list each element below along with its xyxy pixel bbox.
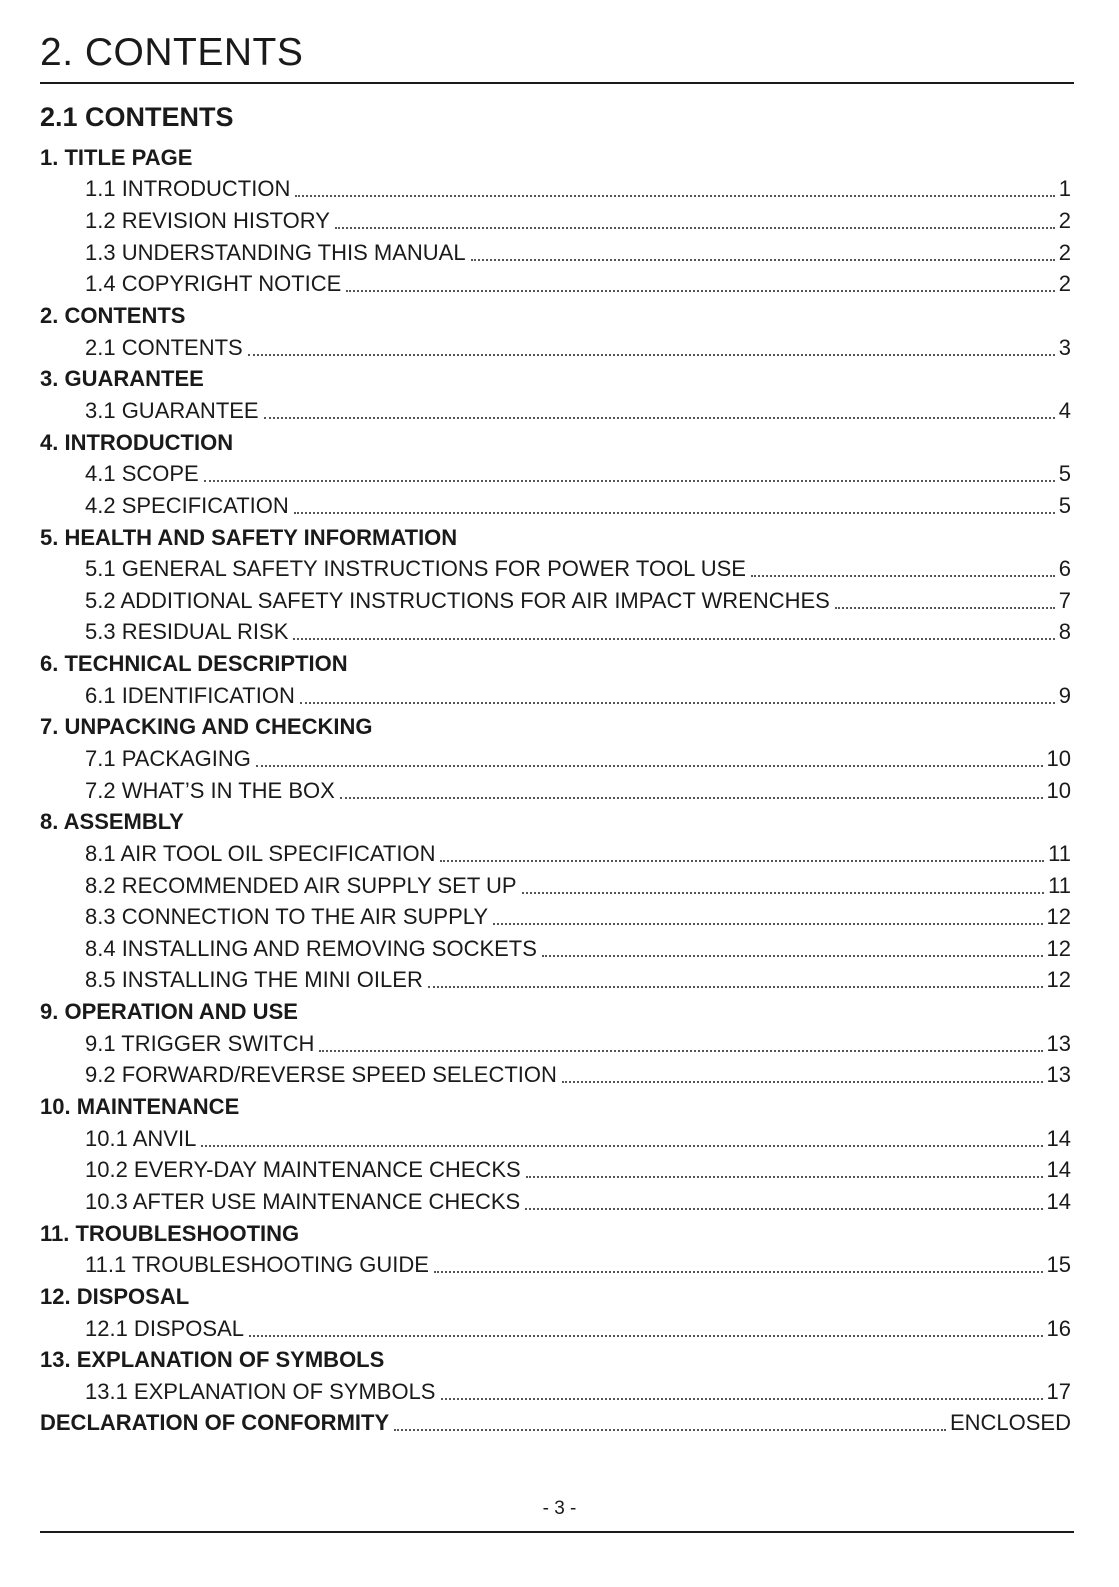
toc-entry — [40, 1060, 1071, 1092]
toc-entry — [40, 901, 1071, 933]
dot-leader — [525, 1208, 1042, 1210]
dot-leader — [335, 227, 1055, 229]
toc-page-number: 12 — [1046, 967, 1071, 993]
toc-chapter-heading — [40, 522, 1071, 554]
toc-chapter-heading — [40, 712, 1071, 744]
toc-chapter-heading — [40, 300, 1071, 332]
toc-page-number: 16 — [1046, 1315, 1071, 1341]
toc-entry-title: 1.3 UNDERSTANDING THIS MANUAL — [85, 239, 466, 265]
toc-entry — [40, 617, 1071, 649]
toc-entry-title: 3.1 GUARANTEE — [85, 397, 259, 423]
toc-entry — [40, 174, 1071, 206]
toc-entry-title: 8.2 RECOMMENDED AIR SUPPLY SET UP — [85, 872, 517, 898]
footer-rule — [40, 1531, 1074, 1533]
toc-entry — [40, 1155, 1071, 1187]
toc-entry-title: 12. DISPOSAL — [40, 1283, 190, 1309]
toc-entry-title: 5. HEALTH AND SAFETY INFORMATION — [40, 524, 458, 550]
toc-entry-title: 5.1 GENERAL SAFETY INSTRUCTIONS FOR POWER TOOL USE — [85, 556, 746, 582]
toc-entry-title: 8.5 INSTALLING THE MINI OILER — [85, 967, 423, 993]
toc-page-number: 17 — [1046, 1378, 1071, 1404]
toc-entry-title: 5.2 ADDITIONAL SAFETY INSTRUCTIONS FOR AIR IMPACT WRENCHES — [85, 587, 830, 613]
toc-entry-title: 8. ASSEMBLY — [40, 809, 184, 835]
dot-leader — [248, 354, 1055, 356]
toc-page-number: 8 — [1058, 619, 1071, 645]
toc-entry — [40, 870, 1071, 902]
toc-entry — [40, 585, 1071, 617]
toc-chapter-heading — [40, 142, 1071, 174]
toc-page-number: 4 — [1058, 397, 1071, 423]
toc-entry-title: 7.1 PACKAGING — [85, 745, 251, 771]
toc-entry — [40, 269, 1071, 301]
toc-page-number: 11 — [1048, 840, 1071, 866]
toc-page-number: 11 — [1048, 872, 1071, 898]
toc-entry-title: 10.2 EVERY-DAY MAINTENANCE CHECKS — [85, 1157, 521, 1183]
dot-leader — [441, 1398, 1043, 1400]
toc-chapter-heading — [40, 1344, 1071, 1376]
toc-page-number: ENCLOSED — [949, 1410, 1071, 1436]
toc-entry-title: 4. INTRODUCTION — [40, 429, 234, 455]
dot-leader — [526, 1176, 1043, 1178]
toc-chapter-heading — [40, 363, 1071, 395]
dot-leader — [300, 702, 1055, 704]
dot-leader — [256, 765, 1043, 767]
toc-entry-title: 3. GUARANTEE — [40, 366, 204, 392]
toc-entry-title: 9.1 TRIGGER SWITCH — [85, 1030, 315, 1056]
toc-entry — [40, 1123, 1071, 1155]
toc-entry — [40, 1028, 1071, 1060]
toc-entry-title: 1.1 INTRODUCTION — [85, 176, 291, 202]
dot-leader — [471, 259, 1055, 261]
dot-leader — [295, 195, 1054, 197]
toc-entry — [40, 332, 1071, 364]
dot-leader — [249, 1335, 1043, 1337]
toc-entry-title: 11. TROUBLESHOOTING — [40, 1220, 300, 1246]
toc-entry — [40, 1313, 1071, 1345]
dot-leader — [542, 955, 1043, 957]
toc-entry-title: 7.2 WHAT’S IN THE BOX — [85, 777, 335, 803]
toc-entry — [40, 458, 1071, 490]
toc-entry-title: 4.2 SPECIFICATION — [85, 492, 289, 518]
toc-page-number: 3 — [1058, 334, 1071, 360]
dot-leader — [751, 575, 1055, 577]
dot-leader — [294, 512, 1055, 514]
toc-page-number: 10 — [1046, 777, 1071, 803]
toc-chapter-heading — [40, 1218, 1071, 1250]
header-rule — [40, 82, 1074, 84]
toc-page-number: 6 — [1058, 556, 1071, 582]
toc-declaration-entry — [40, 1408, 1071, 1440]
toc-entry-title: 13.1 EXPLANATION OF SYMBOLS — [85, 1378, 436, 1404]
toc-entry-title: 4.1 SCOPE — [85, 461, 199, 487]
toc-page-number: 9 — [1058, 682, 1071, 708]
toc-entry-title: 6.1 IDENTIFICATION — [85, 682, 295, 708]
dot-leader — [522, 892, 1045, 894]
toc-entry-title: 11.1 TROUBLESHOOTING GUIDE — [85, 1252, 429, 1278]
dot-leader — [293, 638, 1054, 640]
toc-entry-title: 9. OPERATION AND USE — [40, 999, 298, 1025]
toc-page-number: 14 — [1046, 1125, 1071, 1151]
toc-entry — [40, 680, 1071, 712]
toc-chapter-heading — [40, 1091, 1071, 1123]
dot-leader — [346, 290, 1054, 292]
toc-entry-title: 8.4 INSTALLING AND REMOVING SOCKETS — [85, 935, 537, 961]
toc-entry — [40, 965, 1071, 997]
dot-leader — [440, 860, 1044, 862]
toc-page-number: 2 — [1058, 208, 1071, 234]
toc-entry — [40, 395, 1071, 427]
toc-chapter-heading — [40, 996, 1071, 1028]
toc-entry-title: 12.1 DISPOSAL — [85, 1315, 244, 1341]
dot-leader — [434, 1271, 1043, 1273]
dot-leader — [428, 986, 1043, 988]
toc-entry — [40, 490, 1071, 522]
toc-page-number: 2 — [1058, 239, 1071, 265]
toc-page-number: 5 — [1058, 461, 1071, 487]
toc-page-number: 5 — [1058, 492, 1071, 518]
toc-chapter-heading — [40, 648, 1071, 680]
toc-entry-title: 2.1 CONTENTS — [85, 334, 243, 360]
toc-entry-title: 7. UNPACKING AND CHECKING — [40, 714, 373, 740]
toc-entry-title: 5.3 RESIDUAL RISK — [85, 619, 289, 645]
toc-chapter-heading — [40, 1281, 1071, 1313]
dot-leader — [201, 1145, 1042, 1147]
dot-leader — [204, 480, 1055, 482]
toc-entry-title: 1.4 COPYRIGHT NOTICE — [85, 271, 342, 297]
toc-page-number: 12 — [1046, 904, 1071, 930]
toc-entry-title: 10.1 ANVIL — [85, 1125, 197, 1151]
toc-page-number: 7 — [1058, 587, 1071, 613]
toc-entry-title: 10.3 AFTER USE MAINTENANCE CHECKS — [85, 1188, 521, 1214]
toc-entry-title: 1. TITLE PAGE — [40, 144, 193, 170]
toc-page-number: 2 — [1058, 271, 1071, 297]
dot-leader — [493, 923, 1042, 925]
toc-page-number: 14 — [1046, 1157, 1071, 1183]
toc-page-number: 13 — [1046, 1030, 1071, 1056]
toc-entry-title: 6. TECHNICAL DESCRIPTION — [40, 651, 348, 677]
toc-entry — [40, 743, 1071, 775]
toc-chapter-heading — [40, 806, 1071, 838]
toc-entry — [40, 553, 1071, 585]
toc-entry — [40, 1376, 1071, 1408]
toc-page-number: 10 — [1046, 745, 1071, 771]
toc-page-number: 14 — [1046, 1188, 1071, 1214]
toc-entry — [40, 1186, 1071, 1218]
toc-page-number: 13 — [1046, 1062, 1071, 1088]
toc-entry-title: 8.3 CONNECTION TO THE AIR SUPPLY — [85, 904, 489, 930]
toc-entry — [40, 237, 1071, 269]
toc-entry — [40, 1249, 1071, 1281]
dot-leader — [264, 417, 1055, 419]
toc-entry-title: DECLARATION OF CONFORMITY — [40, 1410, 390, 1436]
toc-page-number: 1 — [1058, 176, 1071, 202]
section-heading: 2.1 CONTENTS — [40, 102, 234, 132]
dot-leader — [562, 1081, 1043, 1083]
toc-page-number: 12 — [1046, 935, 1071, 961]
toc-entry-title: 8.1 AIR TOOL OIL SPECIFICATION — [85, 840, 436, 866]
dot-leader — [835, 607, 1055, 609]
page-title: 2. CONTENTS — [40, 31, 304, 74]
toc-entry — [40, 775, 1071, 807]
toc-entry-title: 1.2 REVISION HISTORY — [85, 208, 330, 234]
toc-entry-title: 2. CONTENTS — [40, 303, 186, 329]
dot-leader — [394, 1429, 946, 1431]
toc-chapter-heading — [40, 427, 1071, 459]
toc-entry-title: 13. EXPLANATION OF SYMBOLS — [40, 1347, 385, 1373]
toc-entry-title: 9.2 FORWARD/REVERSE SPEED SELECTION — [85, 1062, 557, 1088]
dot-leader — [319, 1050, 1042, 1052]
toc-entry — [40, 838, 1071, 870]
dot-leader — [340, 797, 1043, 799]
toc-entry — [40, 933, 1071, 965]
table-of-contents — [40, 142, 1071, 1439]
page-number: - 3 - — [542, 1498, 577, 1519]
toc-entry-title: 10. MAINTENANCE — [40, 1094, 240, 1120]
toc-entry — [40, 205, 1071, 237]
toc-page-number: 15 — [1046, 1252, 1071, 1278]
